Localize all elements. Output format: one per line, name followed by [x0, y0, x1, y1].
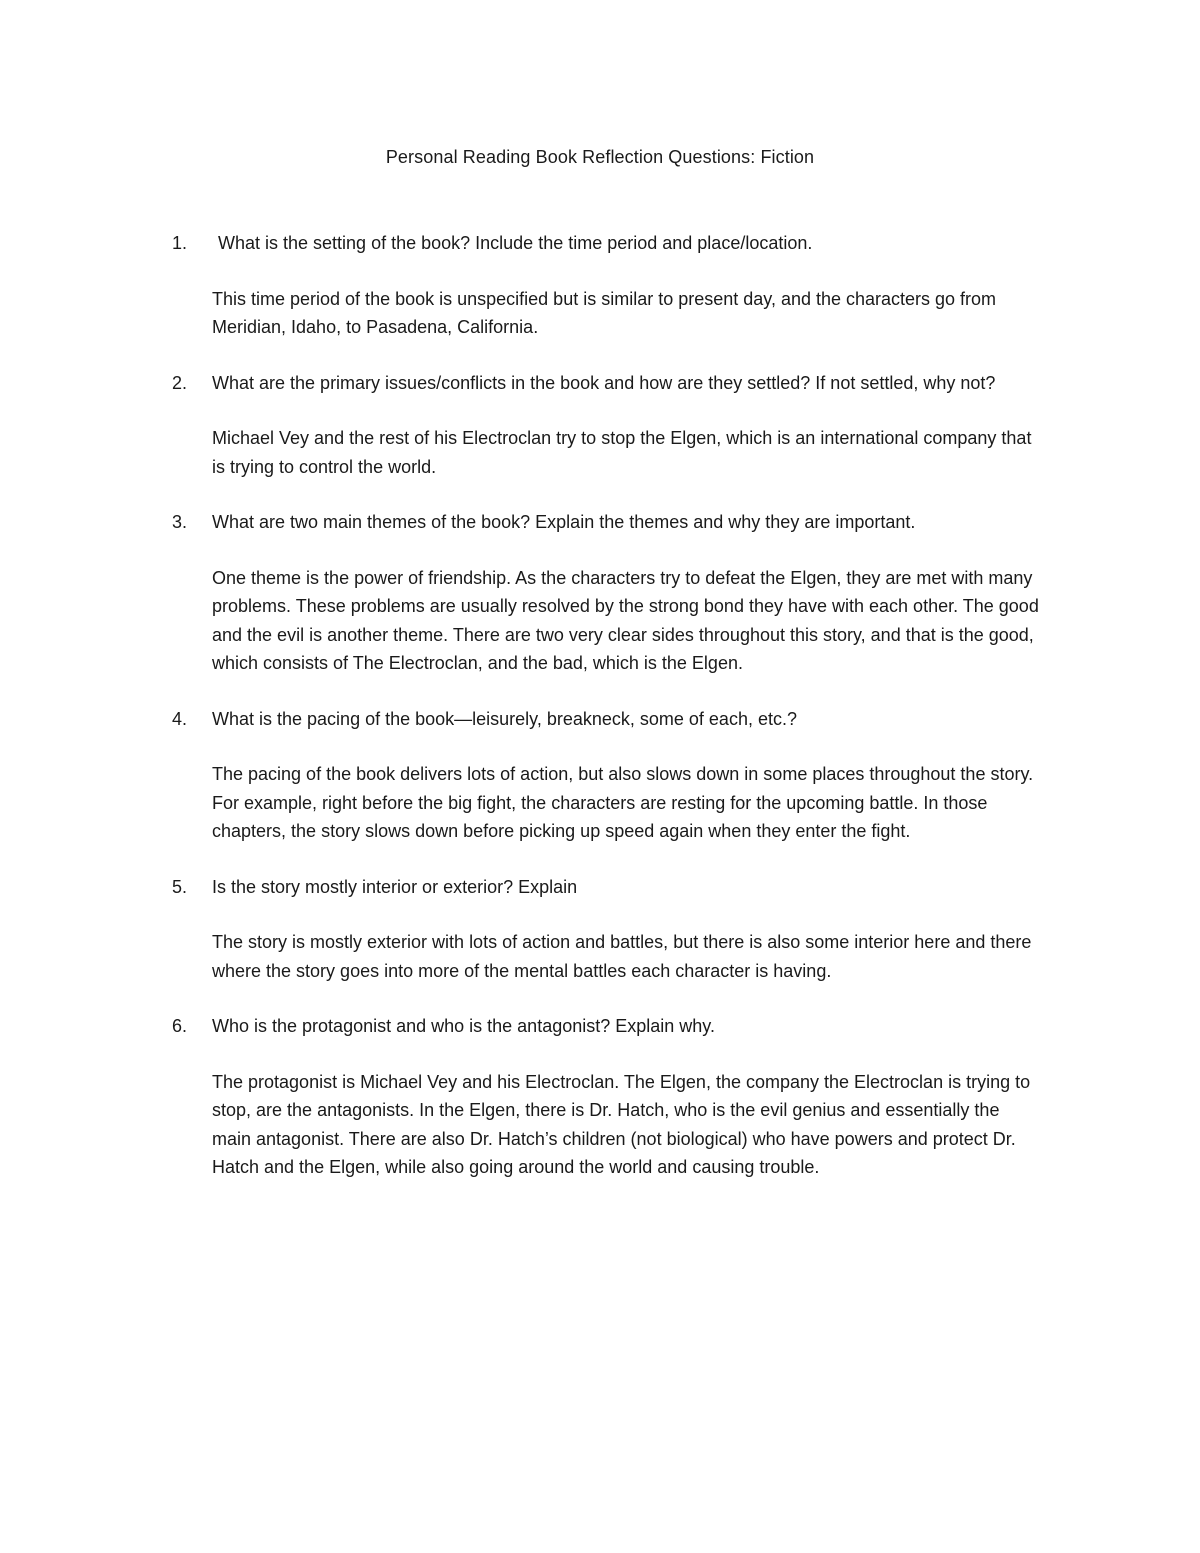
answer-text: The pacing of the book delivers lots of action, but also slows down in some places throughout the story. For example, right before the big fight, the characters are resting for the upcoming battle. In those chapters, the story slows down before picking up speed again when they enter the fight. [212, 764, 1034, 841]
question-number: 5. [172, 876, 188, 897]
question-text: What are the primary issues/conflicts in the book and how are they settled? If not settled, why not? [212, 372, 996, 393]
question-item [172, 369, 1052, 482]
question-number: 3. [172, 512, 188, 532]
question-item [172, 1012, 1052, 1182]
question-text: Is the story mostly interior or exterior? Explain [212, 876, 578, 897]
question-item [172, 229, 1052, 342]
answer-text: Michael Vey and the rest of his Electroclan try to stop the Elgen, which is an international company that is trying to control the world. [212, 428, 1032, 477]
question-list [172, 229, 1052, 1209]
question-text: What are two main themes of the book? Explain the themes and why they are important. [212, 512, 916, 532]
question-text: What is the pacing of the book—leisurely, breakneck, some of each, etc.? [212, 708, 797, 729]
question-item [172, 508, 1052, 678]
question-number: 6. [172, 1016, 188, 1036]
answer-text: The story is mostly exterior with lots of action and battles, but there is also some interior here and there where the story goes into more of the mental battles each character is having. [212, 932, 1032, 981]
question-number: 4. [172, 708, 188, 729]
question-item [172, 705, 1052, 846]
answer-text: One theme is the power of friendship. As the characters try to defeat the Elgen, they are met with many problems. These problems are usually resolved by the strong bond they have with each other. The good and the evil is another theme. There are two very clear sides throughout this story, and that is the good, which consists of The Electroclan, and the bad, which is the Elgen. [212, 567, 1039, 673]
question-item [172, 873, 1052, 986]
answer-text: The protagonist is Michael Vey and his Electroclan. The Elgen, the company the Electroclan is trying to stop, are the antagonists. In the Elgen, there is Dr. Hatch, who is the evil genius and essentially the main antagonist. There are also Dr. Hatch’s children (not biological) who have powers and protect Dr. Hatch and the Elgen, while also going around the world and causing trouble. [212, 1071, 1031, 1177]
question-number: 2. [172, 372, 188, 393]
question-number: 1. [172, 233, 188, 253]
answer-text: This time period of the book is unspecified but is similar to present day, and the characters go from Meridian, Idaho, to Pasadena, California. [212, 288, 997, 337]
question-text: Who is the protagonist and who is the antagonist? Explain why. [212, 1016, 715, 1036]
document-title: Personal Reading Book Reflection Questions: Fiction [385, 147, 815, 167]
question-text: What is the setting of the book? Include the time period and place/location. [218, 233, 813, 253]
